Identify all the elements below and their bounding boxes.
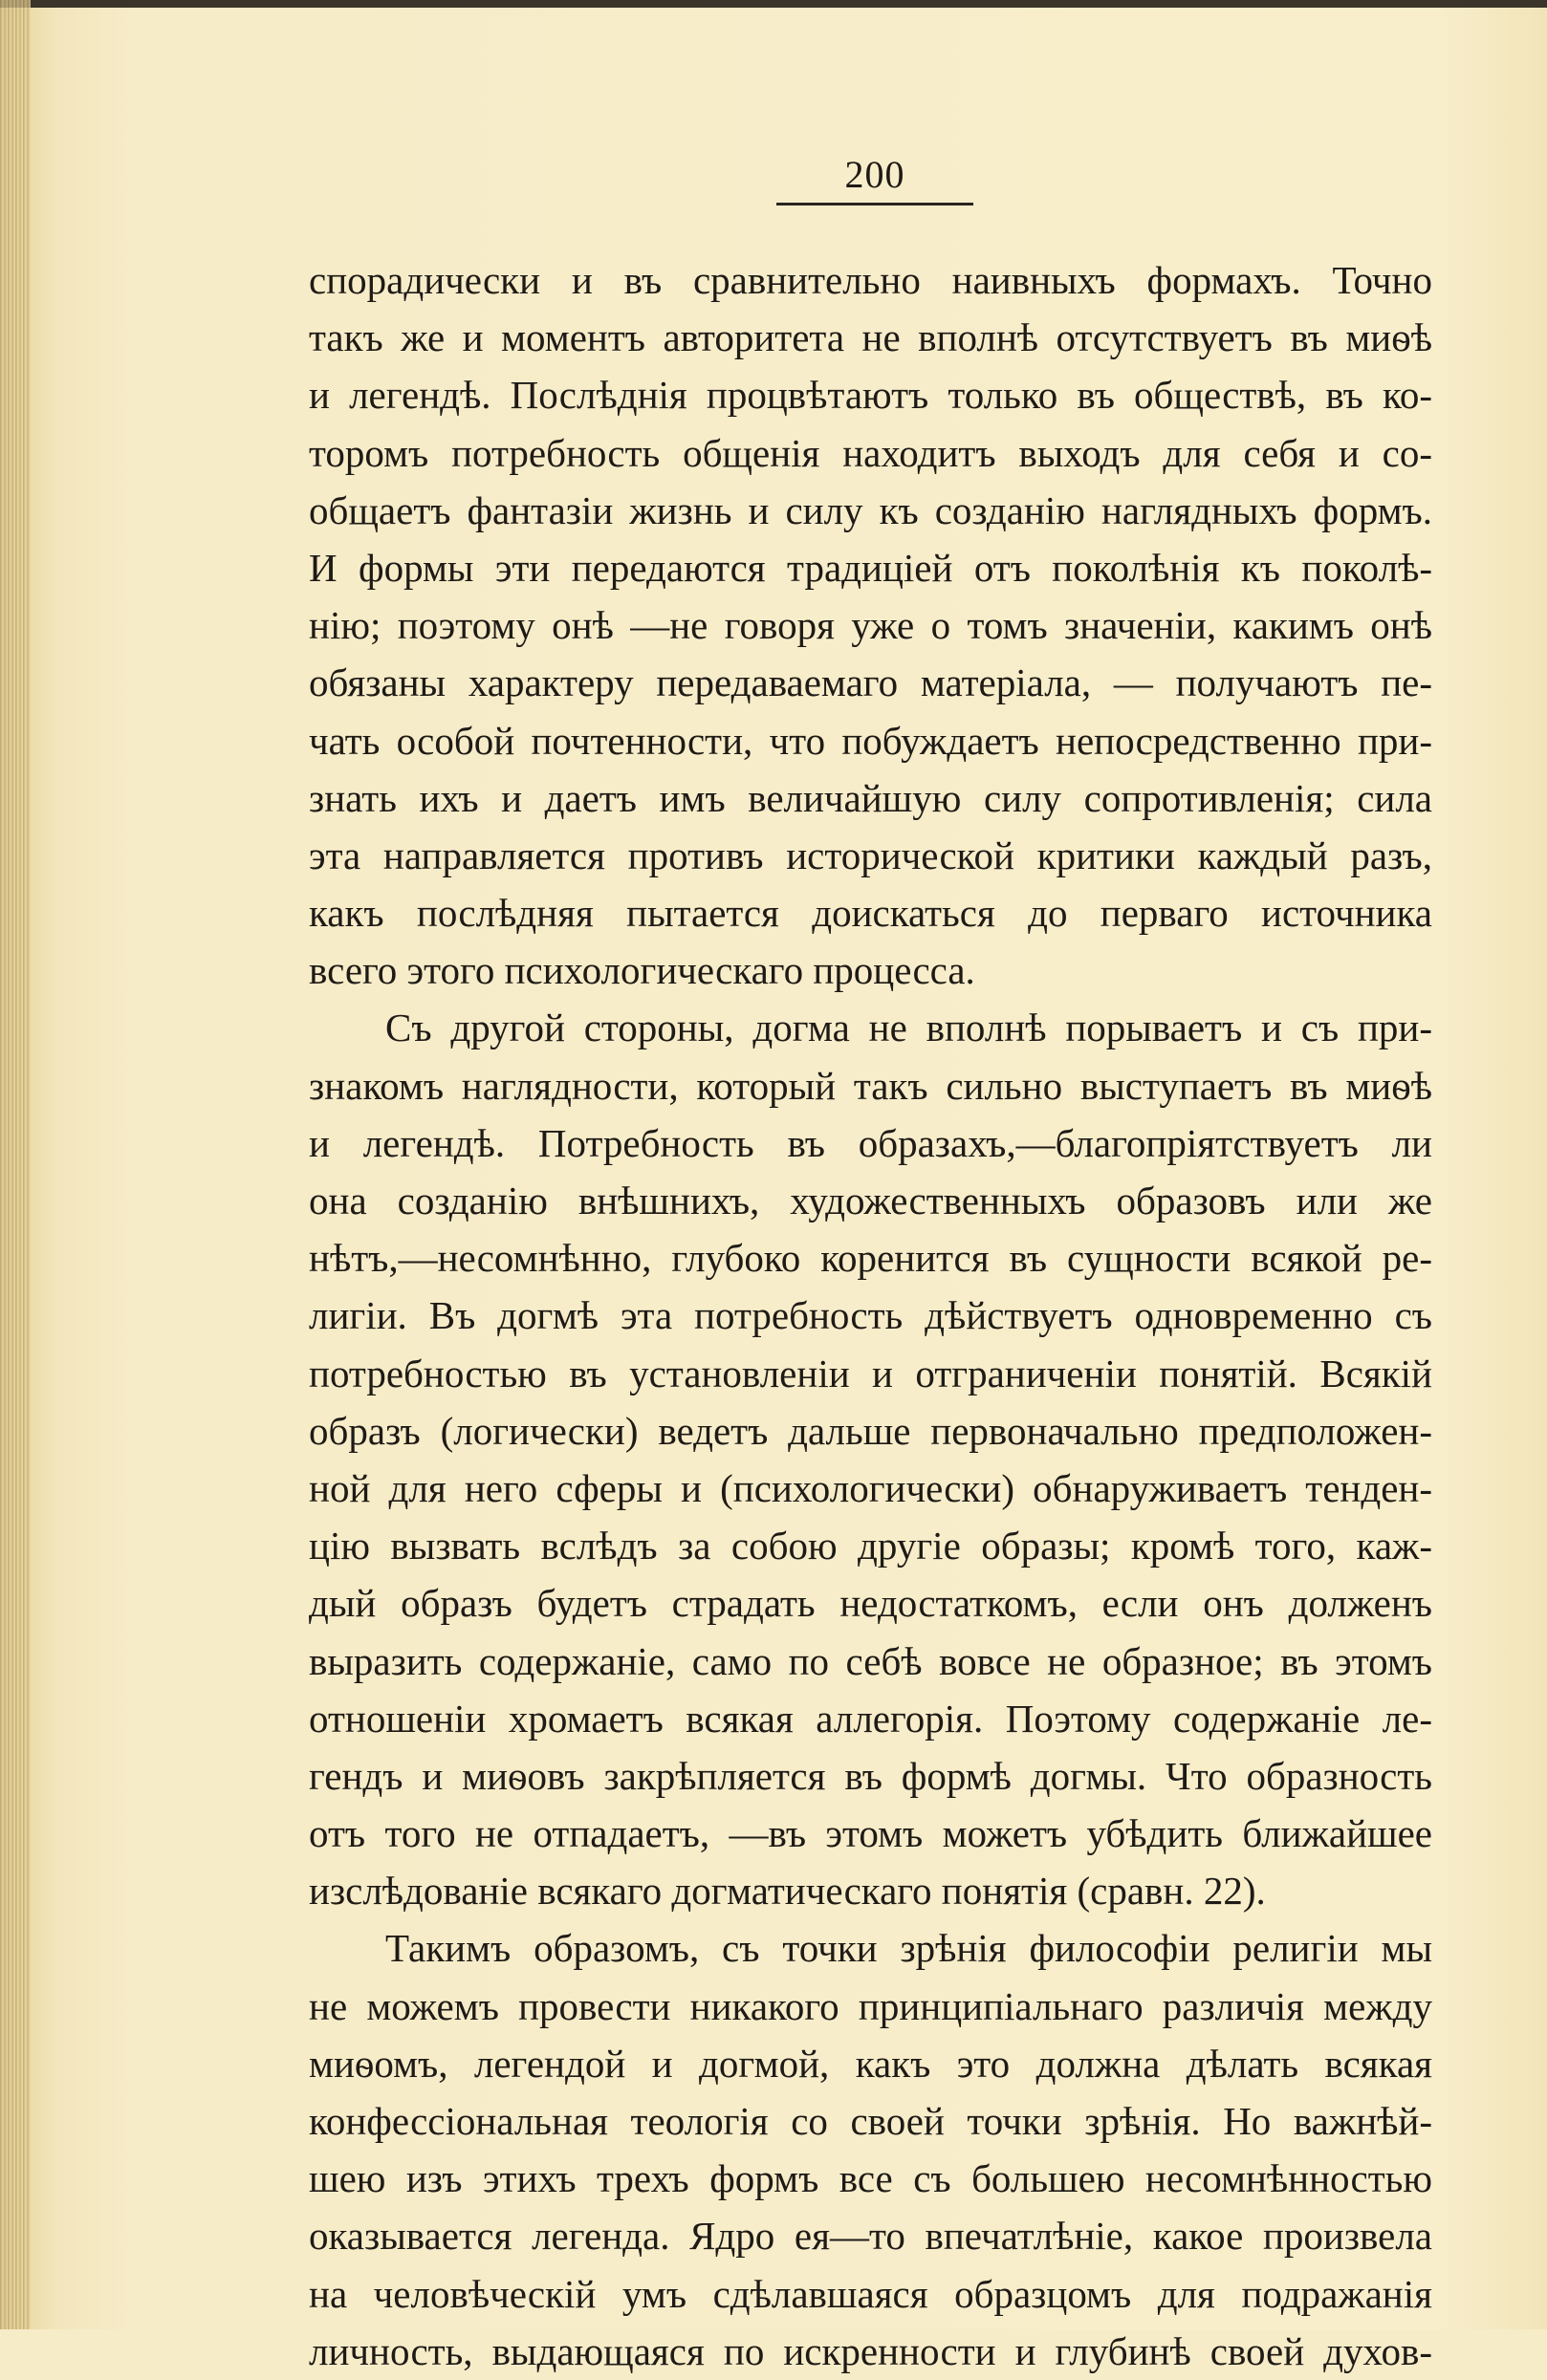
- text-line: миѳомъ, легендой и догмой, какъ это должна дѣлать всякая: [309, 2041, 1432, 2086]
- text-line: выразить содержаніе, само по себѣ вовсе не образное; въ этомъ: [309, 1638, 1432, 1683]
- text-line: лигіи. Въ догмѣ эта потребность дѣйствуетъ одновременно съ: [309, 1293, 1432, 1338]
- text-line: оказывается легенда. Ядро ея—то впечатлѣніе, какое произвела: [309, 2214, 1432, 2259]
- text-line: какъ послѣдняя пытается доискаться до перваго источника: [309, 891, 1432, 936]
- text-line: нію; поэтому онѣ —не говоря уже о томъ значеніи, какимъ онѣ: [309, 603, 1432, 648]
- text-line: потребностью въ установленіи и отграниченіи понятій. Всякій: [309, 1351, 1432, 1396]
- text-line: дый образъ будетъ страдать недостаткомъ, если онъ долженъ: [309, 1581, 1432, 1626]
- text-line: И формы эти передаются традиціей отъ поколѣнія къ поколѣ-: [309, 545, 1432, 590]
- text-line: торомъ потребность общенія находитъ выходъ для себя и со-: [309, 430, 1432, 475]
- text-line: всего этого психологическаго процесса.: [309, 948, 975, 993]
- text-line: чать особой почтенности, что побуждаетъ непосредственно при-: [309, 718, 1432, 763]
- text-line: знакомъ наглядности, который такъ сильно выступаетъ въ миѳѣ: [309, 1063, 1432, 1108]
- text-line: и легендѣ. Потребность въ образахъ,—благопріятствуетъ ли: [309, 1120, 1432, 1165]
- body-text: [309, 251, 1432, 2380]
- text-line: ной для него сферы и (психологически) обнаруживаетъ тенден-: [309, 1465, 1432, 1510]
- text-line: шею изъ этихъ трехъ формъ все съ большею несомнѣнностью: [309, 2156, 1432, 2201]
- text-line: такъ же и моментъ авторитета не вполнѣ отсутствуетъ въ миѳѣ: [309, 315, 1432, 360]
- page-header: [774, 151, 975, 206]
- text-line: гендъ и миѳовъ закрѣпляется въ формѣ догмы. Что образность: [309, 1753, 1432, 1798]
- page-number: 200: [844, 153, 905, 196]
- text-line: Такимъ образомъ, съ точки зрѣнія философіи религіи мы: [385, 1926, 1432, 1971]
- text-line: конфессіональная теологія со своей точки зрѣнія. Но важнѣй-: [309, 2099, 1432, 2143]
- text-line: она созданію внѣшнихъ, художественныхъ образовъ или же: [309, 1179, 1432, 1222]
- text-line: цію вызвать вслѣдъ за собою другіе образы; кромѣ того, каж-: [309, 1524, 1432, 1569]
- text-line: на человѣческій умъ сдѣлавшаяся образцомъ для подражанія: [309, 2271, 1432, 2316]
- text-line: образъ (логически) ведетъ дальше первоначально предположен-: [309, 1408, 1432, 1453]
- text-line: знать ихъ и даетъ имъ величайшую силу сопротивленія; сила: [309, 775, 1432, 820]
- text-line: Съ другой стороны, догма не вполнѣ порываетъ и съ при-: [385, 1006, 1432, 1050]
- text-line: спорадически и въ сравнительно наивныхъ формахъ. Точно: [309, 258, 1432, 302]
- page-number-rule: [776, 203, 973, 206]
- text-line: и легендѣ. Послѣднія процвѣтаютъ только въ обществѣ, въ ко-: [309, 373, 1432, 418]
- page-top-edge: [0, 0, 1547, 8]
- text-line: эта направляется противъ исторической критики каждый разъ,: [309, 833, 1432, 877]
- text-line: нѣтъ,—несомнѣнно, глубоко коренится въ сущности всякой ре-: [309, 1236, 1432, 1281]
- text-line: не можемъ провести никакого принципіальнаго различія между: [309, 1983, 1432, 2028]
- text-line: изслѣдованіе всякаго догматическаго понятія (сравн. 22).: [309, 1869, 1266, 1914]
- text-line: общаетъ фантазіи жизнь и силу къ созданію наглядныхъ формъ.: [309, 487, 1432, 532]
- book-binding-edge: [0, 0, 31, 2329]
- text-line: отношеніи хромаетъ всякая аллегорія. Поэтому содержаніе ле-: [309, 1696, 1432, 1741]
- text-line: отъ того не отпадаетъ, —въ этомъ можетъ убѣдить ближайшее: [309, 1811, 1432, 1856]
- text-line: личность, выдающаяся по искренности и глубинѣ своей духов-: [309, 2328, 1432, 2373]
- text-line: обязаны характеру передаваемаго матеріала, — получаютъ пе-: [309, 660, 1432, 705]
